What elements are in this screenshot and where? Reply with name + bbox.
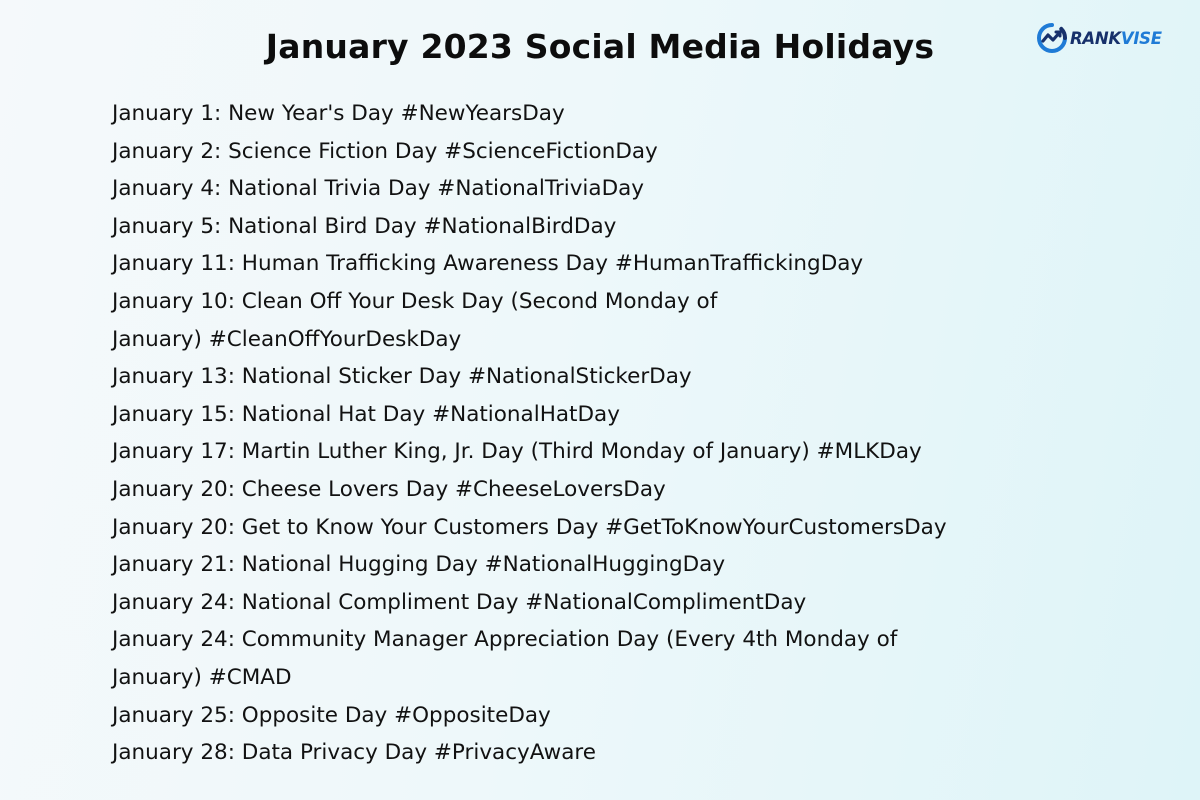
holiday-line: January 25: Opposite Day #OppositeDay [112,702,551,728]
page-title: January 2023 Social Media Holidays [265,27,935,66]
holiday-line: January 21: National Hugging Day #NationalHuggingDay [112,552,726,578]
holiday-line: January 2: Science Fiction Day #ScienceFictionDay [112,138,658,164]
rankvise-logo-icon [1036,22,1068,54]
brand-name-rank: RANK [1070,28,1121,48]
holiday-line: January 24: Community Manager Appreciation Day (Every 4th Monday of [112,627,898,653]
holiday-line: January 28: Data Privacy Day #PrivacyAware [112,740,596,766]
holiday-line: January 11: Human Trafficking Awareness Day #HumanTraffickingDay [112,251,864,277]
holiday-line: January 13: National Sticker Day #NationalStickerDay [112,364,692,390]
holiday-line-continuation: January) #CMAD [112,664,292,690]
holiday-line: January 15: National Hat Day #NationalHatDay [112,401,620,427]
holiday-line: January 24: National Compliment Day #NationalComplimentDay [112,589,807,615]
holiday-line: January 1: New Year's Day #NewYearsDay [112,101,565,126]
brand-name [1070,29,1162,48]
holiday-line: January 20: Get to Know Your Customers Day #GetToKnowYourCustomersDay [112,514,947,540]
holiday-line: January 17: Martin Luther King, Jr. Day (Third Monday of January) #MLKDay [112,439,922,465]
brand-name-vise: VISE [1120,28,1162,48]
holiday-list [112,95,1112,772]
holiday-line: January 20: Cheese Lovers Day #CheeseLoversDay [112,476,666,502]
holiday-line: January 5: National Bird Day #NationalBirdDay [112,213,617,239]
holiday-line-continuation: January) #CleanOffYourDeskDay [112,326,462,352]
holiday-line: January 10: Clean Off Your Desk Day (Second Monday of [112,288,718,314]
brand-logo [1036,20,1162,56]
holiday-line: January 4: National Trivia Day #NationalTriviaDay [112,176,645,202]
